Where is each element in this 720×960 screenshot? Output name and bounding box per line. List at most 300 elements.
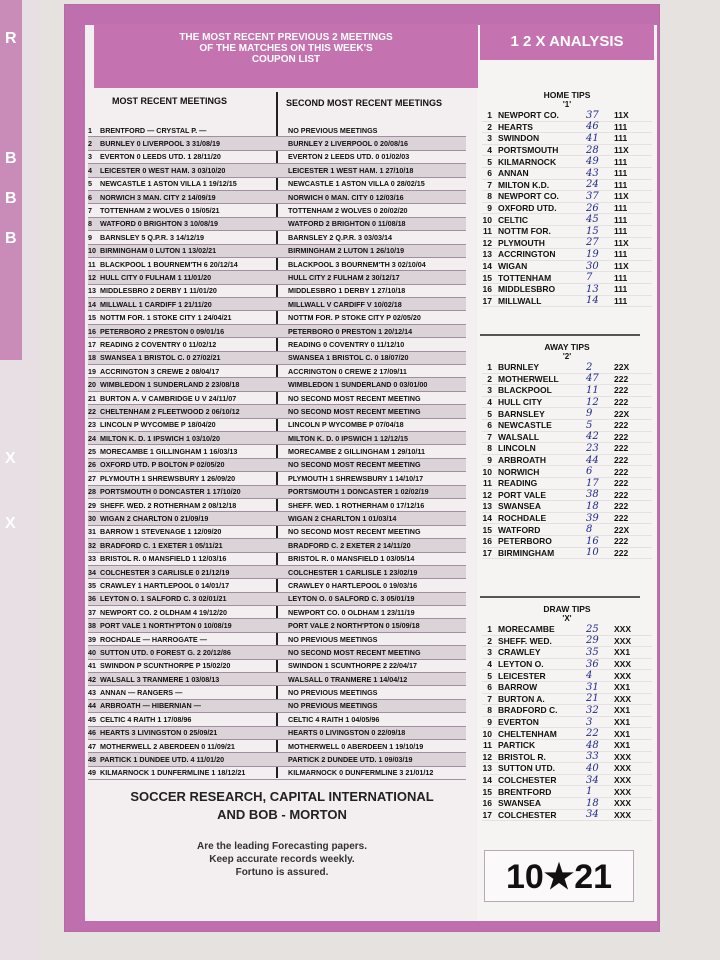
tip-code: 11X [614,110,629,121]
footer-line: Are the leading Forecasting papers. [196,841,368,852]
table-row [88,137,466,150]
header-line: COUPON LIST [251,54,321,65]
team-name: MILTON K.D. [498,179,550,190]
team-name: BURNLEY [498,362,540,373]
second-most-recent-meeting: CELTIC 4 RAITH 1 04/05/96 [288,714,380,724]
team-name: LEICESTER [498,670,546,681]
handwritten-number: 38 [586,489,599,501]
row-number: 18 [88,353,96,363]
row-number: 43 [88,688,96,698]
tip-number: 6 [487,420,492,431]
most-recent-meeting: PORTSMOUTH 0 DONCASTER 1 17/10/20 [100,487,241,497]
row-number: 26 [88,460,96,470]
team-name: WIGAN [498,261,528,272]
header-line: OF THE MATCHES ON THIS WEEK'S [199,43,373,54]
most-recent-meeting: MORECAMBE 1 GILLINGHAM 1 16/03/13 [100,447,238,457]
team-name: BRADFORD C. [498,705,558,716]
handwritten-number: 32 [586,704,599,716]
row-number: 6 [88,192,92,202]
header-line: THE MOST RECENT PREVIOUS 2 MEETINGS [179,32,393,43]
table-row [88,553,466,566]
list-item [482,261,652,273]
most-recent-meeting: MOTHERWELL 2 ABERDEEN 0 11/09/21 [100,741,235,751]
team-name: PORT VALE [498,489,547,500]
list-item [482,524,652,536]
tip-code: 111 [614,249,628,260]
row-number: 28 [88,487,96,497]
team-name: PLYMOUTH [498,237,545,248]
table-row [88,378,466,391]
tip-code: XXX [614,786,632,797]
tip-code: 11X [614,237,629,248]
team-name: BLACKPOOL [498,385,552,396]
tip-number: 16 [482,536,492,547]
team-name: HULL CITY [498,397,543,408]
second-most-recent-meeting: NORWICH 0 MAN. CITY 0 12/03/16 [288,192,404,202]
tip-number: 1 [487,624,492,635]
draw-tips [482,604,652,821]
team-name: ROCHDALE [498,513,547,524]
row-number: 27 [88,473,96,483]
team-name: MORECAMBE [498,624,555,635]
second-most-recent-meeting: LINCOLN P WYCOMBE P 07/04/18 [288,420,404,430]
handwritten-number: 1 [586,786,593,798]
tip-number: 5 [487,408,492,419]
most-recent-meeting: COLCHESTER 3 CARLISLE 0 21/12/19 [100,567,230,577]
second-most-recent-meeting: NEWCASTLE 1 ASTON VILLA 0 28/02/15 [288,179,425,189]
row-number: 30 [88,514,96,524]
home-tips-sub: '1' [562,100,572,109]
row-number: 3 [88,152,92,162]
list-item [482,443,652,455]
most-recent-meeting: CRAWLEY 1 HARTLEPOOL 0 14/01/17 [100,580,230,590]
tip-code: 111 [614,168,628,179]
table-row [88,365,466,378]
tip-code: 111 [614,272,628,283]
team-name: LINCOLN [498,443,536,454]
most-recent-meeting: PARTICK 1 DUNDEE UTD. 4 11/01/20 [100,755,225,765]
list-item [482,501,652,513]
handwritten-number: 40 [586,762,599,774]
most-recent-meeting: WALSALL 3 TRANMERE 1 03/08/13 [100,674,220,684]
handwritten-number: 19 [586,248,599,260]
tip-number: 3 [487,133,492,144]
list-item [482,682,652,694]
second-most-recent-meeting: NO SECOND MOST RECENT MEETING [288,406,421,416]
tip-number: 7 [487,179,492,190]
table-row [88,579,466,592]
table-row [88,445,466,458]
table-row [88,338,466,351]
handwritten-number: 37 [586,190,599,202]
table-row [88,419,466,432]
tip-code: XX1 [614,705,631,716]
table-row [88,660,466,673]
tip-code: 222 [614,536,629,547]
list-item [482,362,652,374]
list-item [482,455,652,467]
list-item [482,478,652,490]
list-item [482,203,652,215]
most-recent-meeting: NORWICH 3 MAN. CITY 2 14/09/19 [100,192,216,202]
team-name: EVERTON [498,717,539,728]
table-row [88,271,466,284]
second-most-recent-meeting: BRISTOL R. 0 MANSFIELD 1 03/05/14 [288,554,415,564]
row-number: 2 [88,139,92,149]
table-row [88,593,466,606]
row-number: 15 [88,313,96,323]
list-item [482,385,652,397]
handwritten-number: 9 [586,408,593,420]
date-badge: 10★21 [484,850,634,902]
most-recent-meeting: NEWPORT CO. 2 OLDHAM 4 19/12/20 [100,607,228,617]
tip-code: XXX [614,635,632,646]
row-number: 48 [88,755,96,765]
row-number: 21 [88,393,96,403]
row-number: 7 [88,206,92,216]
tip-code: XXX [614,798,632,809]
row-number: 45 [88,714,96,724]
second-most-recent-meeting: READING 0 COVENTRY 0 11/12/10 [288,339,405,349]
team-name: TOTTENHAM [498,272,552,283]
tip-number: 15 [482,272,492,283]
second-most-recent-meeting: MILTON K. D. 0 IPSWICH 1 12/12/15 [288,433,408,443]
team-name: BRISTOL R. [498,751,546,762]
second-most-recent-meeting: PORTSMOUTH 1 DONCASTER 1 02/02/19 [288,487,429,497]
edge-letter: R [5,30,17,47]
tip-number: 10 [482,728,492,739]
second-most-recent-meeting: PETERBORO 0 PRESTON 1 20/12/14 [288,326,413,336]
table-row [88,727,466,740]
row-number: 33 [88,554,96,564]
tip-number: 11 [483,226,492,237]
row-number: 19 [88,366,96,376]
most-recent-meeting: SUTTON UTD. 0 FOREST G. 2 20/12/86 [100,647,231,657]
table-row [88,486,466,499]
most-recent-meeting: HULL CITY 0 FULHAM 1 11/01/20 [100,272,212,282]
most-recent-meeting: MILTON K. D. 1 IPSWICH 1 03/10/20 [100,433,220,443]
team-name: KILMARNOCK [498,156,557,167]
list-item [482,408,652,420]
row-number: 46 [88,728,96,738]
home-tips [482,90,652,307]
second-most-recent-meeting: PORT VALE 2 NORTH'PTON 0 15/09/18 [288,621,420,631]
table-row [88,245,466,258]
draw-tips-sub: 'X' [562,614,572,623]
tip-code: 111 [614,226,628,237]
handwritten-number: 33 [586,751,599,763]
list-item [482,156,652,168]
row-number: 49 [88,768,96,778]
meetings-table [88,124,466,780]
team-name: SWANSEA [498,798,541,809]
handwritten-number: 8 [586,524,593,536]
row-number: 1 [88,125,92,135]
footer-line: AND BOB - MORTON [217,807,347,822]
tip-number: 12 [482,751,492,762]
handwritten-number: 29 [586,635,599,647]
handwritten-number: 2 [586,361,593,373]
table-row [88,472,466,485]
handwritten-number: 45 [586,214,599,226]
tip-code: XXX [614,809,632,820]
row-number: 12 [88,272,96,282]
second-most-recent-meeting: PLYMOUTH 1 SHREWSBURY 1 14/10/17 [288,473,424,483]
row-number: 42 [88,674,96,684]
handwritten-number: 28 [586,144,599,156]
second-most-recent-meeting: BARNSLEY 2 Q.P.R. 3 03/03/14 [288,232,393,242]
tip-number: 7 [487,431,492,442]
handwritten-number: 30 [586,260,599,272]
most-recent-meeting: LEICESTER 0 WEST HAM. 3 03/10/20 [100,165,226,175]
most-recent-meeting: WATFORD 0 BRIGHTON 3 10/08/19 [100,219,218,229]
handwritten-number: 41 [586,132,599,144]
col-head-second-most-recent: SECOND MOST RECENT MEETINGS [286,98,443,108]
table-row [88,767,466,780]
second-most-recent-meeting: HULL CITY 2 FULHAM 2 30/12/17 [288,272,400,282]
list-item [482,728,652,740]
row-number: 47 [88,741,96,751]
table-row [88,700,466,713]
second-most-recent-meeting: SWINDON 1 SCUNTHORPE 2 22/04/17 [288,661,418,671]
tip-number: 16 [482,284,492,295]
list-item [482,432,652,444]
second-most-recent-meeting: MILLWALL V CARDIFF V 10/02/18 [288,299,402,309]
most-recent-meeting: BARROW 1 STEVENAGE 1 12/09/20 [100,527,222,537]
team-name: PARTICK [498,740,536,751]
row-number: 8 [88,219,92,229]
tip-code: 111 [614,156,628,167]
handwritten-number: 34 [586,809,599,821]
most-recent-meeting: MIDDLESBRO 2 DERBY 1 11/01/20 [100,286,217,296]
tip-number: 6 [487,682,492,693]
table-row [88,740,466,753]
list-item [482,647,652,659]
row-number: 13 [88,286,96,296]
tip-number: 4 [487,145,492,156]
team-name: ARBROATH [498,455,547,466]
tip-number: 15 [482,786,492,797]
tip-number: 17 [482,809,492,820]
list-item [482,191,652,203]
team-name: SHEFF. WED. [498,635,552,646]
most-recent-meeting: EVERTON 0 LEEDS UTD. 1 28/11/20 [100,152,221,162]
second-most-recent-meeting: PARTICK 2 DUNDEE UTD. 1 09/03/19 [288,755,413,765]
tip-number: 2 [487,373,492,384]
team-name: NORWICH [498,466,540,477]
list-item [482,624,652,636]
table-row [88,539,466,552]
most-recent-meeting: READING 2 COVENTRY 0 11/02/12 [100,339,217,349]
list-item [482,536,652,548]
second-most-recent-meeting: MOTHERWELL 0 ABERDEEN 1 19/10/19 [288,741,424,751]
most-recent-meeting: LINCOLN P WYCOMBE P 18/04/20 [100,420,216,430]
list-item [482,694,652,706]
away-tips [482,342,652,559]
tip-number: 1 [487,110,492,121]
team-name: SWANSEA [498,501,541,512]
second-most-recent-meeting: HEARTS 0 LIVINGSTON 0 22/09/18 [288,728,406,738]
team-name: BIRMINGHAM [498,547,555,558]
list-item [482,717,652,729]
list-item [482,397,652,409]
handwritten-number: 26 [586,202,599,214]
second-most-recent-meeting: TOTTENHAM 2 WOLVES 0 20/02/20 [288,206,408,216]
footer-line: SOCCER RESEARCH, CAPITAL INTERNATIONAL [130,789,434,804]
handwritten-number: 44 [586,454,599,466]
tip-number: 7 [487,693,492,704]
table-row [88,258,466,271]
handwritten-number: 12 [586,396,599,408]
row-number: 14 [88,299,96,309]
tip-code: 222 [614,489,629,500]
tip-number: 16 [482,798,492,809]
most-recent-meeting: KILMARNOCK 1 DUNFERMLINE 1 18/12/21 [100,768,246,778]
list-item [482,374,652,386]
second-most-recent-meeting: WATFORD 2 BRIGHTON 0 11/08/18 [288,219,406,229]
list-item [482,798,652,810]
second-most-recent-meeting: SHEFF. WED. 1 ROTHERHAM 0 17/12/16 [288,500,425,510]
second-most-recent-meeting: EVERTON 2 LEEDS UTD. 0 01/02/03 [288,152,410,162]
tip-number: 15 [482,524,492,535]
handwritten-number: 11 [586,384,599,396]
table-row [88,191,466,204]
handwritten-number: 42 [586,431,599,443]
tip-code: XXX [614,775,632,786]
handwritten-number: 15 [586,225,599,237]
table-row [88,459,466,472]
tip-code: 222 [614,466,629,477]
tip-number: 17 [482,547,492,558]
second-most-recent-meeting: KILMARNOCK 0 DUNFERMLINE 3 21/01/12 [288,768,434,778]
tip-number: 13 [482,763,492,774]
handwritten-number: 3 [586,716,593,728]
team-name: LEYTON O. [498,659,544,670]
most-recent-meeting: BRENTFORD — CRYSTAL P. — [100,125,207,135]
list-item [482,763,652,775]
second-most-recent-meeting: NO PREVIOUS MEETINGS [288,634,378,644]
list-item [482,775,652,787]
tip-number: 8 [487,443,492,454]
team-name: NEWPORT CO. [498,110,559,121]
row-number: 34 [88,567,96,577]
handwritten-number: 16 [586,535,599,547]
home-tips-title: HOME TIPS [543,90,591,100]
tip-code: 222 [614,431,629,442]
tip-code: 111 [614,284,628,295]
table-row [88,311,466,324]
second-most-recent-meeting: NO PREVIOUS MEETINGS [288,688,378,698]
adjacent-page-edge [0,0,40,960]
second-most-recent-meeting: NO SECOND MOST RECENT MEETING [288,460,421,470]
most-recent-meeting: TOTTENHAM 2 WOLVES 0 15/05/21 [100,206,220,216]
table-row [88,164,466,177]
handwritten-number: 7 [586,272,593,284]
tip-code: 111 [614,203,628,214]
table-row [88,512,466,525]
most-recent-meeting: ANNAN — RANGERS — [100,688,183,698]
second-most-recent-meeting: COLCHESTER 1 CARLISLE 1 23/02/19 [288,567,418,577]
list-item [482,466,652,478]
team-name: ACCRINGTON [498,249,556,260]
table-row [88,151,466,164]
tip-code: XX1 [614,682,631,693]
table-row [88,673,466,686]
tip-number: 10 [482,466,492,477]
tip-code: 111 [614,295,628,306]
tip-number: 8 [487,705,492,716]
row-number: 32 [88,540,96,550]
team-name: PETERBORO [498,536,552,547]
row-number: 37 [88,607,96,617]
edge-letter: B [5,190,17,207]
handwritten-number: 18 [586,797,599,809]
list-item [482,249,652,261]
row-number: 40 [88,647,96,657]
table-row [88,713,466,726]
tip-number: 3 [487,385,492,396]
table-row [88,686,466,699]
list-item [482,670,652,682]
list-item [482,490,652,502]
footer [94,788,470,879]
most-recent-meeting: PORT VALE 1 NORTH'PTON 0 10/08/19 [100,621,232,631]
tip-number: 4 [487,397,492,408]
tip-code: 11X [614,191,629,202]
list-item [482,214,652,226]
team-name: MIDDLESBRO [498,284,556,295]
second-most-recent-meeting: NOTTM FOR. P STOKE CITY P 02/05/20 [288,313,421,323]
table-row [88,285,466,298]
list-item [482,740,652,752]
team-name: BARNSLEY [498,408,545,419]
list-item [482,636,652,648]
handwritten-number: 36 [586,658,599,670]
away-tips-title: AWAY TIPS [544,342,590,352]
handwritten-number: 48 [586,739,599,751]
list-item [482,226,652,238]
tip-number: 14 [482,513,492,524]
adjacent-page-strip [0,0,22,360]
tip-number: 3 [487,647,492,658]
team-name: CRAWLEY [498,647,541,658]
tip-code: 222 [614,547,629,558]
most-recent-meeting: LEYTON O. 1 SALFORD C. 3 02/01/21 [100,594,227,604]
handwritten-number: 31 [586,681,599,693]
most-recent-meeting: MILLWALL 1 CARDIFF 1 21/11/20 [100,299,212,309]
tip-code: XXX [614,693,632,704]
tip-code: 222 [614,513,629,524]
handwritten-number: 25 [586,623,599,635]
draw-tips-title: DRAW TIPS [543,604,591,614]
most-recent-meeting: CHELTENHAM 2 FLEETWOOD 2 06/10/12 [100,406,240,416]
tip-code: XXX [614,670,632,681]
list-item [482,810,652,822]
most-recent-meeting: ROCHDALE — HARROGATE — [100,634,207,644]
team-name: WATFORD [498,524,541,535]
tip-number: 9 [487,455,492,466]
most-recent-meeting: WIMBLEDON 1 SUNDERLAND 2 23/08/18 [100,380,240,390]
list-item [482,296,652,308]
row-number: 38 [88,621,96,631]
list-item [482,420,652,432]
tip-code: 22X [614,362,630,373]
row-number: 35 [88,580,96,590]
tip-code: 222 [614,478,629,489]
table-row [88,633,466,646]
tip-code: XX1 [614,647,631,658]
row-number: 41 [88,661,96,671]
